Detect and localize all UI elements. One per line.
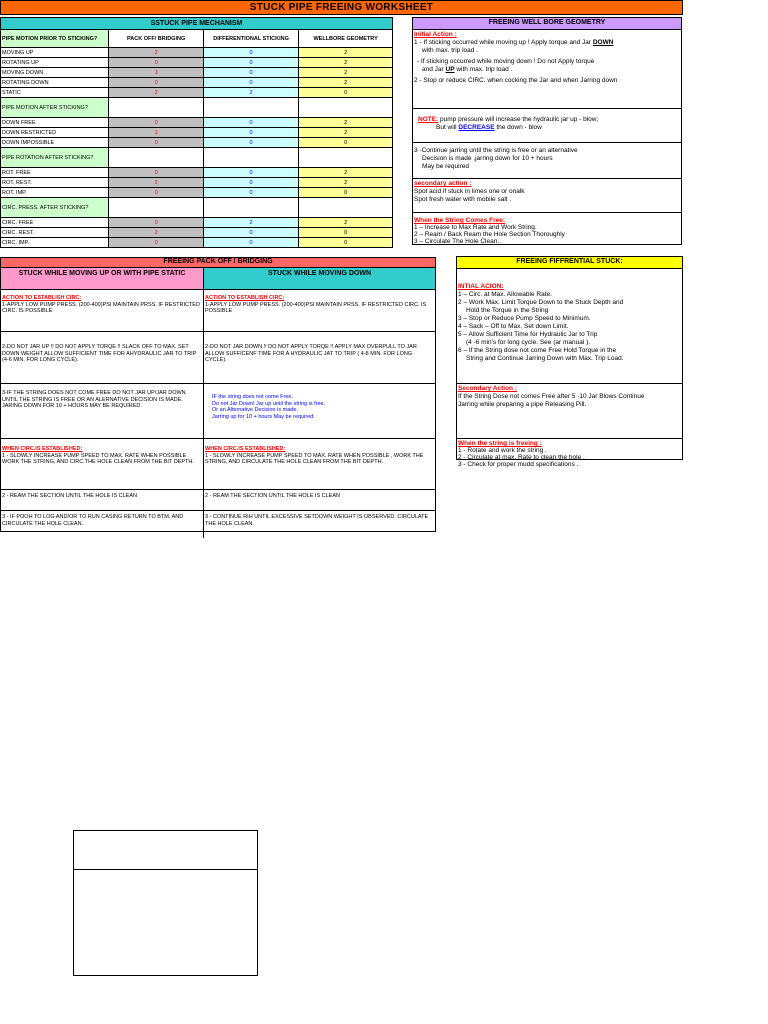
mech-value: 0 [109,118,204,128]
wb-i2a: - If sticking occurred while moving down ! Do not Apply torque [417,58,595,65]
mech-row-label: CIRC. REST. [1,228,109,238]
mech-row-label: STATIC [1,88,109,98]
mech-section-blank [109,98,204,118]
mech-row-label: CIRC. IMP. [1,238,109,248]
note2b: DECREASE [458,124,495,131]
dif-i3: 3 – Stop or Reduce Pump Speed to Minimum. [458,315,591,322]
mech-row-label: ROTATING UP [1,58,109,68]
wb-c2: Decision is made ,jarring down for 10 + hours [422,155,553,162]
wellbore-free-block [413,213,681,249]
mech-section-title: PIPE MOTION AFTER STICKING? [1,98,109,118]
pk-r1r: 1-APPLY LOW PUMP PRESS. (200-400)PSI MAINTAIN PRSS. IF RESTRICTED CIRC. IS POSSIBLE [205,301,427,314]
mech-section-blank [109,148,204,168]
dif-f1: 1 - Rotate and work the string . [458,447,547,454]
mech-value: 0 [109,238,204,248]
mech-value: 0 [203,228,298,238]
dif-sec-title: Secondary Action : [458,385,517,392]
mech-row [1,68,393,78]
dif-f2: 2 - Circulate at max. Rate to clean the hole . [458,454,585,461]
mech-row [1,48,393,58]
mech-section-blank [299,98,393,118]
wb-s2: Spot fresh water with mobile salt . [414,196,512,203]
wb-i2b: and Jar [422,66,446,73]
pk-r4l-title: WHEN CIRC.IS ESTABLISHED: [2,446,83,452]
secondary-title: secondary action : [414,180,472,187]
mech-value: 0 [203,78,298,88]
packoff-col-up: STUCK WHILE MOVING UP OR WITH PIPE STATIC [1,268,204,289]
note-text: pump pressure will increase the hydraulic jar up - blow; [438,116,599,123]
mech-row-label: DOWN RESTRICTED [1,128,109,138]
mech-row [1,118,393,128]
dif-init-title: INTIAL ACION: [458,283,504,290]
wb-s1: Spot acid if stuck in limes one or onalk [414,188,525,195]
worksheet-title: STUCK PIPE FREEING WORKSHEET [0,0,683,15]
dif-i5a: 5 – Allow Sufficient Time for Hydraulic Jar to Trip [458,331,598,338]
free-title: When the String Comes Free: [414,217,506,224]
mech-row [1,178,393,188]
blank-box-divider [74,869,257,870]
mech-section-blank [109,198,204,218]
mech-row [1,58,393,68]
mech-value: 2 [299,168,393,178]
mech-value: 2 [299,178,393,188]
mech-value: 0 [299,228,393,238]
dif-i2a: 2 – Work Max. Limit Torque Down to the Stuck Depth and [458,299,624,306]
mech-value: 1 [109,128,204,138]
wb-f3: 3 – Circulate The Hole Clean.. [414,238,501,245]
dif-i1: 1 – Circ. at Max. Allowable Rate. [458,291,552,298]
pk-r2r: 2-DO NOT JAR DOWN !! DO NOT APPLY TORQE !! APPLY MAX OVERPULL TO JAR ALLOW SUFFICENF TIME FOR A HYDRAULIC JAT TO TRIP ( 4-8 MIN. FOR LONG CYCLE). [205,344,417,363]
mech-value: 0 [299,138,393,148]
mech-row-label: CIRC. FREE [1,218,109,228]
mech-value: 0 [203,128,298,138]
pk-r3r2: Do not Jar Down! Jar up until the string is free. [212,400,326,407]
mech-value: 2 [203,88,298,98]
wb-f1: 1 – Increase to Max Rate and Work String. [414,224,537,231]
dif-i6b: String and Continue Jarring Down with Max. Trip Load. [466,355,624,362]
mech-section-blank [203,98,298,118]
pk-r4r: 1 - SLOWLY INCREASE PUMP SPEED TO MAX. RATE WHEN POSSIBLE , WORK THE STRING, AND CIRCULATE THE HOLE CLEAN FROM THE BIT DEPTH. [205,452,424,465]
note-label: NOTE: [418,116,439,123]
mech-section-row [1,98,393,118]
mech-value: 0 [299,238,393,248]
mechanism-table [0,17,393,248]
mech-col-2: DIFFERENTIONAL STICKING [203,30,298,48]
mech-value: 1 [109,68,204,78]
pk-r5l: 2 - REAM THE SECTION UNTIL THE HOLE IS CLEAN [1,490,204,510]
mech-value: 2 [109,88,204,98]
mech-row-label: DOWN FREE [1,118,109,128]
pk-r3l: 3-IF THE STRING DOES NOT COME FREE DO NOT JAR UP/JAR DOWN UNTIL THE STRING IS FREE OR AN ALERNATIVE DECISION IS MADE. JARING DOWN FOR 10 + HOURS MAY BE REQUIRED. [1,384,204,438]
mech-col-0: PIPE MOTION PRIOR TO STICKING? [1,30,109,48]
mech-column-row [1,30,393,48]
mech-value: 0 [109,78,204,88]
mech-value: 0 [203,188,298,198]
mech-value: 2 [299,58,393,68]
mech-row [1,128,393,138]
wb-i2c: UP [445,66,455,73]
mech-value: 0 [203,58,298,68]
mech-section-blank [203,148,298,168]
differential-panel [456,256,683,468]
mech-value: 0 [109,58,204,68]
pk-r4l: 1 - SLOWLY INCREASE PUMP SPEED TO MAX. RATE WHEN POSSIBLE WORK THE STRING, AND CIRC.THE HOLE CLEAN FROM THE BIT DEPTH. [2,452,194,465]
wb-f2: 2 – Ream / Back Ream the Hole Section Thoroughly [414,231,565,238]
wellbore-header: FREEING WELL BORE GEOMETRY [413,18,681,30]
initial-action-title: Initial Action : [414,31,457,38]
mech-row-label: ROT. IMP. [1,188,109,198]
wb-i2d: with max. trip load . [454,66,513,73]
wb-i1a: 1 - If sticking occurred while moving up ! Apply torque and Jar [414,39,593,46]
differential-header: FREEING FIFFRENTIAL STUCK: [457,257,682,269]
pk-r5r: 2 - REAM THE SECTION UNTIL THE HOLE IS CLEAN [205,493,340,499]
mech-section-row [1,148,393,168]
packoff-panel [0,257,436,532]
mech-value: 2 [109,178,204,188]
pk-r3r1: IF the string does not come Free. [212,394,294,400]
mech-value: 2 [299,78,393,88]
mech-section-title: PIPE ROTATION AFTER STICKING? [1,148,109,168]
packoff-header: FREEING PACK OFF / BRIDGING [1,258,435,268]
mech-row [1,78,393,88]
mech-value: 0 [109,218,204,228]
wellbore-initial-block [413,30,681,109]
mech-value: 0 [299,188,393,198]
mech-col-1: PACK OFF/ BRIDGING [109,30,204,48]
wb-c3: May be required [422,163,469,170]
mech-value: 0 [109,168,204,178]
mech-section-row [1,198,393,218]
mech-value: 2 [299,68,393,78]
mech-row [1,238,393,248]
mech-value: 0 [109,138,204,148]
dif-s1: If the String Dose not comes Free after 5 -10 Jar Blows Continue [458,393,645,400]
mech-header-row [1,18,393,30]
pk-r1l: 1-APPLY LOW PUMP PRESS. (200-400)PSI MAINTAIN PRSS. IF RESTRICTED CIRC. IS POSSIBLE [2,301,200,314]
wellbore-panel [412,17,682,245]
pk-r3r3: Or an Alternative Decision is made. [212,407,298,413]
mech-col-3: WELLBORE GEOMETRY [299,30,393,48]
mech-value: 2 [299,48,393,58]
mech-section-blank [299,148,393,168]
mech-row-label: ROT. REST. [1,178,109,188]
mech-section-title: CIRC. PRESS. AFTER STICKING? [1,198,109,218]
pk-r4r-title: WHEN CIRC.IS ESTABLISHED: [205,446,286,452]
mech-value: 2 [109,228,204,238]
wellbore-secondary-block [413,179,681,213]
mech-row [1,88,393,98]
mech-value: 0 [203,178,298,188]
mech-row [1,168,393,178]
mech-value: 0 [109,188,204,198]
mech-row [1,218,393,228]
mech-row-label: ROTATING DOWN [1,78,109,88]
mech-value: 0 [203,48,298,58]
mech-value: 0 [203,118,298,128]
mech-row [1,138,393,148]
mech-row-label: DOWN IMPOSSIBLE [1,138,109,148]
mech-section-blank [299,198,393,218]
blank-box [73,830,258,976]
dif-i2b: Hold the Torque in the String [466,307,549,314]
wb-i1b: DOWN [592,39,614,46]
dif-f3: 3 - Check for proper mudd specifications . [458,461,579,468]
mech-value: 0 [203,68,298,78]
packoff-col-down: STUCK WHILE MOVING DOWN [204,268,435,289]
dif-s2: Jarring while preparing a pipe Releasing Pill. [458,401,587,408]
mech-value: 0 [203,238,298,248]
dif-free-title: When the string is freeing : [458,440,542,447]
pk-r1l-title: ACTION TO ESTABLISH CIRC: [2,295,82,301]
wellbore-continue-block [413,143,681,179]
wb-c1: 3 -Continue jarring until the string is free or an alternative [414,147,578,154]
mech-row-label: ROT. FREE [1,168,109,178]
mech-value: 2 [299,128,393,138]
wellbore-note-block [413,109,681,143]
dif-i6a: 6 – If the String dose not come Free Hold Torque in the [458,347,617,354]
pk-r2l: 2-DO NOT JAR UP !! DO NOT APPLY TORQE !! SLACK OFF TO MAX. SET DOWN WEIGHT ALLOW SUFFICIENT TIME FOR AHYDRAULIC JAR TO TRIP (4-6 MIN. FOR LONG CYCLE). [1,332,204,383]
mech-header: SSTUCK PIPE MECHANISM [1,18,393,30]
pk-r6l: 3 - IF POOH TO LOG AND/OR TO RUN CASING RETURN TO BTM. AND CIRCULATE THE HOLE CLEAN. [1,511,204,538]
wb-i1c: with max. trip load . [422,47,478,54]
mech-value: 0 [299,88,393,98]
mech-row [1,188,393,198]
mech-section-blank [203,198,298,218]
mech-value: 2 [299,218,393,228]
mech-row-label: MOVING UP [1,48,109,58]
mech-row-label: MOVING DOWN [1,68,109,78]
mech-value: 2 [203,218,298,228]
dif-i5b: (4 -6 min's for long cycle. See (ar manual ). [466,339,591,346]
mech-value: 2 [299,118,393,128]
mech-value: 0 [203,138,298,148]
mech-row [1,228,393,238]
pk-r1r-title: ACTION TO ESTABLISH CIRC: [205,295,285,301]
wb-i3: 2 - Stop or reduce CIRC. when cocking the Jar and when Jarring down [414,77,618,84]
mech-value: 2 [109,48,204,58]
mech-value: 0 [203,168,298,178]
pk-r6r: 3 - CONTINUE RIH UNTIL EXCESSIVE SETDOWN WEIGHT IS OBSERVED. CIRCULATE THE HOLE CLEAN. [205,514,429,527]
pk-r3r4: Jarring up for 10 + hours May be required. [212,413,315,420]
note2a: But will [436,124,459,131]
dif-i4: 4 – Sack – Off to Max. Set down Limit. [458,323,569,330]
note2c: the down - blow [494,124,542,131]
